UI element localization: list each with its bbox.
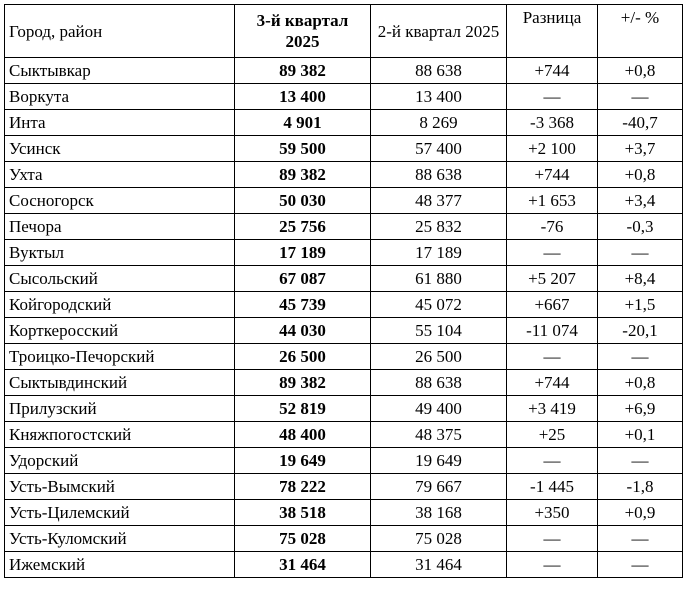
cell-pct: — xyxy=(598,552,683,578)
cell-q2: 57 400 xyxy=(371,136,507,162)
cell-q2: 88 638 xyxy=(371,370,507,396)
cell-city: Вуктыл xyxy=(5,240,235,266)
cell-diff: — xyxy=(507,240,598,266)
cell-city: Удорский xyxy=(5,448,235,474)
cell-city: Ижемский xyxy=(5,552,235,578)
table-row xyxy=(5,292,683,318)
cell-q3: 48 400 xyxy=(235,422,371,448)
table-row xyxy=(5,136,683,162)
cell-q3: 19 649 xyxy=(235,448,371,474)
cell-city: Сосногорск xyxy=(5,188,235,214)
cell-pct: +3,4 xyxy=(598,188,683,214)
cell-q2: 55 104 xyxy=(371,318,507,344)
table-row xyxy=(5,110,683,136)
cell-pct: — xyxy=(598,448,683,474)
table-row xyxy=(5,370,683,396)
table-row xyxy=(5,526,683,552)
cell-pct: +6,9 xyxy=(598,396,683,422)
header-q2: 2-й квартал 2025 xyxy=(371,5,507,58)
cell-q2: 88 638 xyxy=(371,58,507,84)
cell-q3: 17 189 xyxy=(235,240,371,266)
cell-q2: 38 168 xyxy=(371,500,507,526)
cell-diff: — xyxy=(507,84,598,110)
table-row xyxy=(5,474,683,500)
cell-city: Усть-Куломский xyxy=(5,526,235,552)
cell-q2: 88 638 xyxy=(371,162,507,188)
comparison-table xyxy=(4,4,683,578)
cell-pct: — xyxy=(598,526,683,552)
table-row xyxy=(5,422,683,448)
table-row xyxy=(5,396,683,422)
cell-city: Корткеросский xyxy=(5,318,235,344)
cell-pct: -1,8 xyxy=(598,474,683,500)
cell-q3: 78 222 xyxy=(235,474,371,500)
cell-q3: 13 400 xyxy=(235,84,371,110)
cell-city: Княжпогостский xyxy=(5,422,235,448)
table-row xyxy=(5,188,683,214)
cell-pct: -0,3 xyxy=(598,214,683,240)
header-q3: 3-й квартал 2025 xyxy=(235,5,371,58)
cell-q3: 52 819 xyxy=(235,396,371,422)
table-row xyxy=(5,240,683,266)
cell-q3: 89 382 xyxy=(235,162,371,188)
cell-city: Усть-Цилемский xyxy=(5,500,235,526)
cell-pct: — xyxy=(598,240,683,266)
cell-q3: 38 518 xyxy=(235,500,371,526)
table-row xyxy=(5,162,683,188)
cell-pct: +8,4 xyxy=(598,266,683,292)
cell-pct: — xyxy=(598,84,683,110)
cell-diff: — xyxy=(507,448,598,474)
table-body xyxy=(5,58,683,578)
cell-pct: +1,5 xyxy=(598,292,683,318)
cell-pct: +0,8 xyxy=(598,58,683,84)
cell-city: Печора xyxy=(5,214,235,240)
cell-pct: +0,8 xyxy=(598,370,683,396)
cell-diff: -11 074 xyxy=(507,318,598,344)
header-row xyxy=(5,5,683,58)
cell-pct: +3,7 xyxy=(598,136,683,162)
cell-q3: 67 087 xyxy=(235,266,371,292)
cell-diff: — xyxy=(507,344,598,370)
cell-diff: +2 100 xyxy=(507,136,598,162)
cell-diff: +667 xyxy=(507,292,598,318)
cell-diff: +744 xyxy=(507,162,598,188)
cell-q3: 26 500 xyxy=(235,344,371,370)
header-pct: +/- % xyxy=(598,5,683,58)
cell-q2: 17 189 xyxy=(371,240,507,266)
cell-diff: +350 xyxy=(507,500,598,526)
cell-pct: +0,8 xyxy=(598,162,683,188)
cell-diff: -76 xyxy=(507,214,598,240)
cell-pct: -20,1 xyxy=(598,318,683,344)
cell-diff: -3 368 xyxy=(507,110,598,136)
cell-q3: 50 030 xyxy=(235,188,371,214)
cell-diff: — xyxy=(507,552,598,578)
cell-q3: 89 382 xyxy=(235,370,371,396)
cell-q3: 44 030 xyxy=(235,318,371,344)
cell-q3: 45 739 xyxy=(235,292,371,318)
cell-q2: 31 464 xyxy=(371,552,507,578)
cell-q2: 19 649 xyxy=(371,448,507,474)
cell-pct: -40,7 xyxy=(598,110,683,136)
cell-city: Усть-Вымский xyxy=(5,474,235,500)
cell-q3: 89 382 xyxy=(235,58,371,84)
table-row xyxy=(5,266,683,292)
cell-pct: +0,9 xyxy=(598,500,683,526)
cell-city: Усинск xyxy=(5,136,235,162)
cell-diff: +5 207 xyxy=(507,266,598,292)
header-diff: Разница xyxy=(507,5,598,58)
cell-q2: 26 500 xyxy=(371,344,507,370)
cell-city: Сыктывдинский xyxy=(5,370,235,396)
cell-q2: 49 400 xyxy=(371,396,507,422)
cell-city: Койгородский xyxy=(5,292,235,318)
cell-diff: -1 445 xyxy=(507,474,598,500)
table-row xyxy=(5,500,683,526)
cell-q2: 13 400 xyxy=(371,84,507,110)
cell-q2: 8 269 xyxy=(371,110,507,136)
cell-q3: 31 464 xyxy=(235,552,371,578)
cell-diff: +744 xyxy=(507,58,598,84)
cell-q2: 25 832 xyxy=(371,214,507,240)
header-city: Город, район xyxy=(5,5,235,58)
table-row xyxy=(5,448,683,474)
cell-pct: — xyxy=(598,344,683,370)
cell-diff: +3 419 xyxy=(507,396,598,422)
cell-diff: +25 xyxy=(507,422,598,448)
cell-city: Прилузский xyxy=(5,396,235,422)
table-row xyxy=(5,84,683,110)
cell-city: Ухта xyxy=(5,162,235,188)
cell-city: Сыктывкар xyxy=(5,58,235,84)
cell-city: Сысольский xyxy=(5,266,235,292)
table-row xyxy=(5,214,683,240)
table-row xyxy=(5,58,683,84)
cell-q2: 79 667 xyxy=(371,474,507,500)
table-header xyxy=(5,5,683,58)
table-row xyxy=(5,318,683,344)
cell-q3: 75 028 xyxy=(235,526,371,552)
cell-q2: 45 072 xyxy=(371,292,507,318)
cell-city: Инта xyxy=(5,110,235,136)
cell-q2: 48 377 xyxy=(371,188,507,214)
cell-diff: +744 xyxy=(507,370,598,396)
cell-q2: 75 028 xyxy=(371,526,507,552)
cell-city: Троицко-Печорский xyxy=(5,344,235,370)
cell-q3: 25 756 xyxy=(235,214,371,240)
cell-pct: +0,1 xyxy=(598,422,683,448)
cell-diff: — xyxy=(507,526,598,552)
cell-q2: 48 375 xyxy=(371,422,507,448)
table-row xyxy=(5,552,683,578)
cell-diff: +1 653 xyxy=(507,188,598,214)
cell-q3: 4 901 xyxy=(235,110,371,136)
cell-q3: 59 500 xyxy=(235,136,371,162)
cell-q2: 61 880 xyxy=(371,266,507,292)
cell-city: Воркута xyxy=(5,84,235,110)
table-row xyxy=(5,344,683,370)
